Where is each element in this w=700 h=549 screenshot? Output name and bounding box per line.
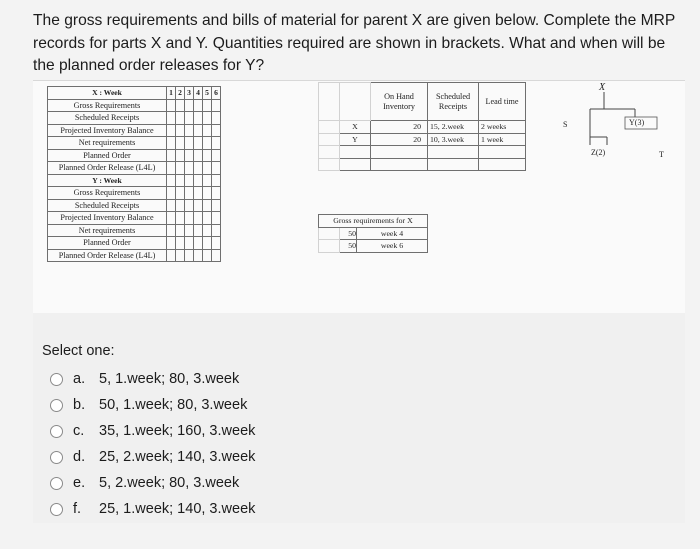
radio-icon[interactable] [50, 425, 63, 438]
row-label: Projected Inventory Balance [48, 124, 167, 137]
row-label: Net requirements [48, 224, 167, 237]
bom-grandchild: T [659, 150, 664, 159]
option-a[interactable]: a. 5, 1.week; 80, 3.week [42, 366, 255, 392]
row-label: Gross Requirements [48, 99, 167, 112]
bill-of-materials-diagram [555, 82, 685, 162]
radio-icon[interactable] [50, 399, 63, 412]
row-label: Planned Order Release (L4L) [48, 249, 167, 262]
bom-child-y: Y(3) [629, 118, 645, 127]
row-label: Gross Requirements [48, 187, 167, 200]
question-text: The gross requirements and bills of material for parent X are given below. Complete the MRP records for parts X and Y. Quantities required are shown in brackets. What and when will be the planned order releases for Y? [33, 12, 675, 74]
part-x: X [340, 121, 371, 134]
row-label: Scheduled Receipts [48, 199, 167, 212]
mrp-record-table: X : Week 1 2 3 4 5 6 Gross Requirements Scheduled Receipts Projected Inventory Balance Net requirements Planned Order Planned Order Release (L4L) Y : Week Gross Requirements Scheduled Receipts Projected Inventory Balance Net requirements Planned Order Planned Order Release (L4L) [47, 86, 221, 262]
row-label: Planned Order Release (L4L) [48, 162, 167, 175]
row-label: Scheduled Receipts [48, 112, 167, 125]
bom-parent: X [599, 82, 606, 93]
inventory-table: On Hand Inventory Scheduled Receipts Lead time X 20 15, 2.week 2 weeks Y 20 10, 3.week 1 week [318, 82, 526, 171]
option-f[interactable]: f. 25, 1.week; 140, 3.week [42, 496, 255, 522]
bom-child-z: Z(2) [591, 148, 606, 157]
radio-icon[interactable] [50, 451, 63, 464]
x-week-header: X : Week [48, 87, 167, 100]
gross-x-title: Gross requirements for X [319, 215, 428, 228]
option-d[interactable]: d. 25, 2.week; 140, 3.week [42, 444, 255, 470]
select-label: Select one: [42, 343, 115, 359]
row-label: Net requirements [48, 137, 167, 150]
row-label: Projected Inventory Balance [48, 212, 167, 225]
option-e[interactable]: e. 5, 2.week; 80, 3.week [42, 470, 255, 496]
bom-stray-letter: S [563, 120, 568, 129]
option-c[interactable]: c. 35, 1.week; 160, 3.week [42, 418, 255, 444]
row-label: Planned Order [48, 237, 167, 250]
radio-icon[interactable] [50, 477, 63, 490]
part-y: Y [340, 133, 371, 146]
option-b[interactable]: b. 50, 1.week; 80, 3.week [42, 392, 255, 418]
radio-icon[interactable] [50, 503, 63, 516]
answer-options [42, 343, 255, 522]
radio-icon[interactable] [50, 373, 63, 386]
row-label: Planned Order [48, 149, 167, 162]
gross-requirements-x-table: Gross requirements for X 50 week 4 50 week 6 [318, 214, 428, 253]
y-week-header: Y : Week [48, 174, 167, 187]
